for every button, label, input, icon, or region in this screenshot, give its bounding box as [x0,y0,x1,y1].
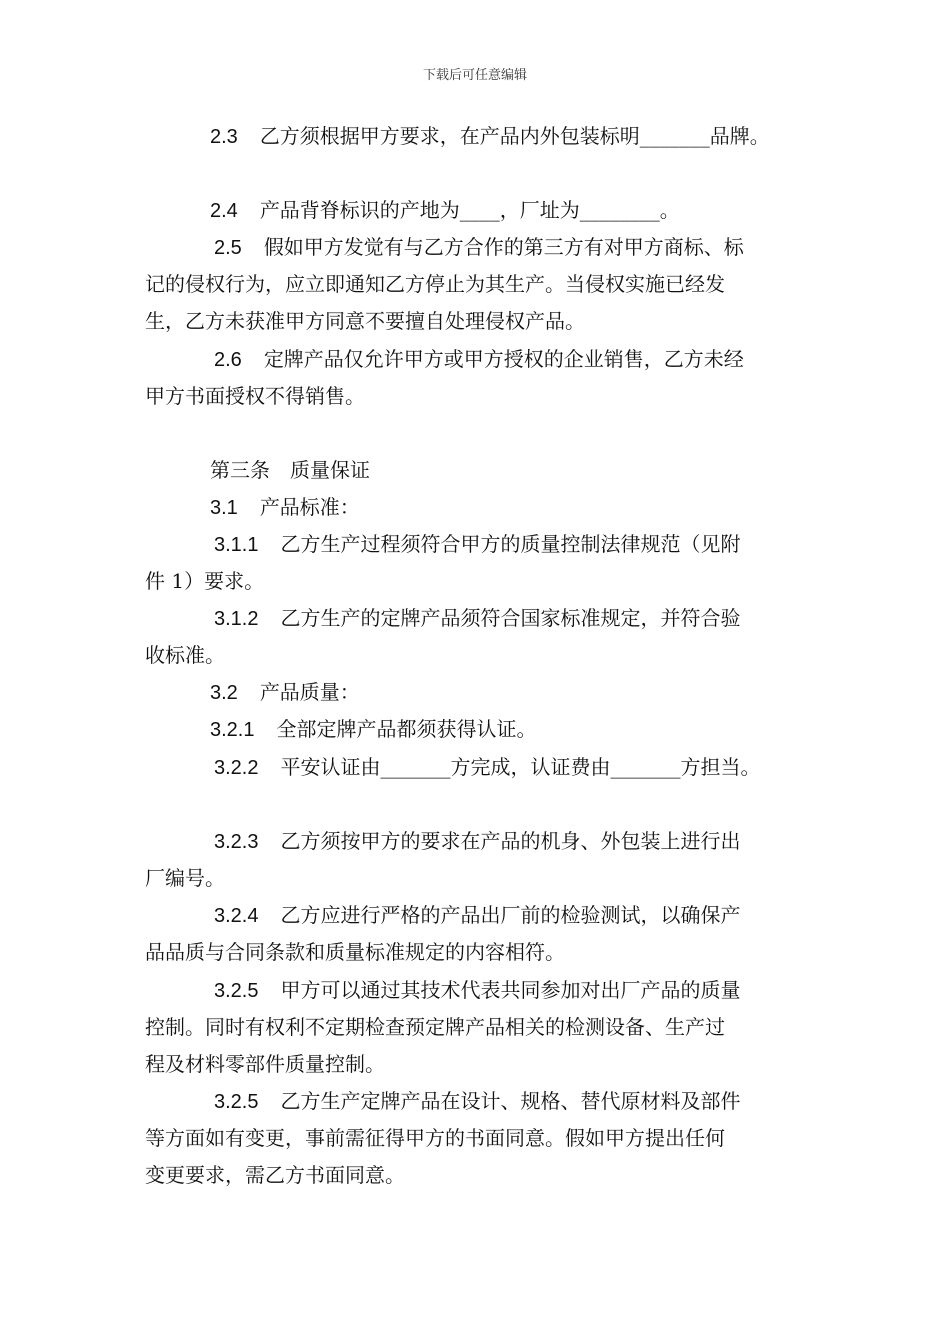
clause-text: 乙方生产的定牌产品须符合国家标准规定，并符合验 [280,606,741,630]
clause-2-5-cont: 记的侵权行为，应立即通知乙方停止为其生产。当侵权实施已经发 [145,272,725,296]
clause-3-2-1 [210,716,536,743]
clause-3-2-5-second-cont: 等方面如有变更，事前需征得甲方的书面同意。假如甲方提出任何 [145,1126,725,1150]
clause-text: 假如甲方发觉有与乙方合作的第三方有对甲方商标、标 [263,235,744,259]
page-header: 下载后可任意编辑 [422,68,527,83]
clause-number: 2.6 [214,349,242,371]
clause-text: 甲方可以通过其技术代表共同参加对出厂产品的质量 [280,978,741,1002]
clause-text: 乙方生产过程须符合甲方的质量控制法律规范（见附 [280,532,741,556]
clause-text: 乙方应进行严格的产品出厂前的检验测试，以确保产 [280,903,741,927]
clause-number: 3.2.5 [214,1091,259,1113]
clause-text: 产品质量： [259,680,360,704]
clause-text: 定牌产品仅允许甲方或甲方授权的企业销售，乙方未经 [263,347,744,371]
clause-number: 3.2.5 [214,980,259,1002]
clause-2-6 [214,346,744,373]
clause-2-5 [214,234,744,261]
clause-3-1-2-cont: 收标准。 [145,643,225,667]
clause-number: 3.2.4 [214,905,259,927]
clause-number: 3.1.1 [214,534,259,556]
clause-number: 3.2.2 [214,757,259,779]
clause-text: 乙方须根据甲方要求，在产品内外包装标明_______品牌。 [259,124,770,148]
clause-text: 全部定牌产品都须获得认证。 [276,717,537,741]
clause-3-1 [210,494,360,521]
clause-3-2 [210,679,360,706]
clause-number: 3.2.1 [210,719,255,741]
clause-3-2-5-cont: 控制。同时有权利不定期检查预定牌产品相关的检测设备、生产过 [145,1015,725,1039]
clause-3-2-4 [214,902,740,929]
clause-number: 3.2 [210,682,238,704]
clause-2-4 [210,197,680,224]
clause-number: 3.1.2 [214,608,259,630]
clause-number: 2.5 [214,237,242,259]
clause-3-2-5-second [214,1088,740,1115]
clause-3-2-4-cont: 品品质与合同条款和质量标准规定的内容相符。 [145,940,565,964]
clause-number: 3.1 [210,497,238,519]
clause-text: 平安认证由_______方完成，认证费由_______方担当。 [280,755,761,779]
clause-3-2-2 [214,754,760,781]
clause-3-2-3 [214,828,740,855]
clause-2-5-cont: 生，乙方未获准甲方同意不要擅自处理侵权产品。 [145,309,585,333]
clause-text: 乙方生产定牌产品在设计、规格、替代原材料及部件 [280,1089,741,1113]
article-3-heading: 第三条 质量保证 [210,458,370,482]
clause-2-3 [210,123,770,150]
clause-number: 2.3 [210,126,238,148]
clause-3-2-5-second-cont: 变更要求，需乙方书面同意。 [145,1163,405,1187]
clause-text: 产品背脊标识的产地为____，厂址为________。 [259,198,680,222]
clause-text: 产品标准： [259,495,360,519]
clause-2-6-cont: 甲方书面授权不得销售。 [145,384,365,408]
clause-number: 3.2.3 [214,831,259,853]
clause-3-2-3-cont: 厂编号。 [145,866,225,890]
clause-3-1-1-cont: 件 1）要求。 [145,569,265,593]
clause-3-2-5-cont: 程及材料零部件质量控制。 [145,1052,385,1076]
clause-text: 乙方须按甲方的要求在产品的机身、外包装上进行出 [280,829,741,853]
clause-number: 2.4 [210,200,238,222]
clause-3-2-5 [214,977,740,1004]
clause-3-1-1 [214,531,740,558]
clause-3-1-2 [214,605,740,632]
